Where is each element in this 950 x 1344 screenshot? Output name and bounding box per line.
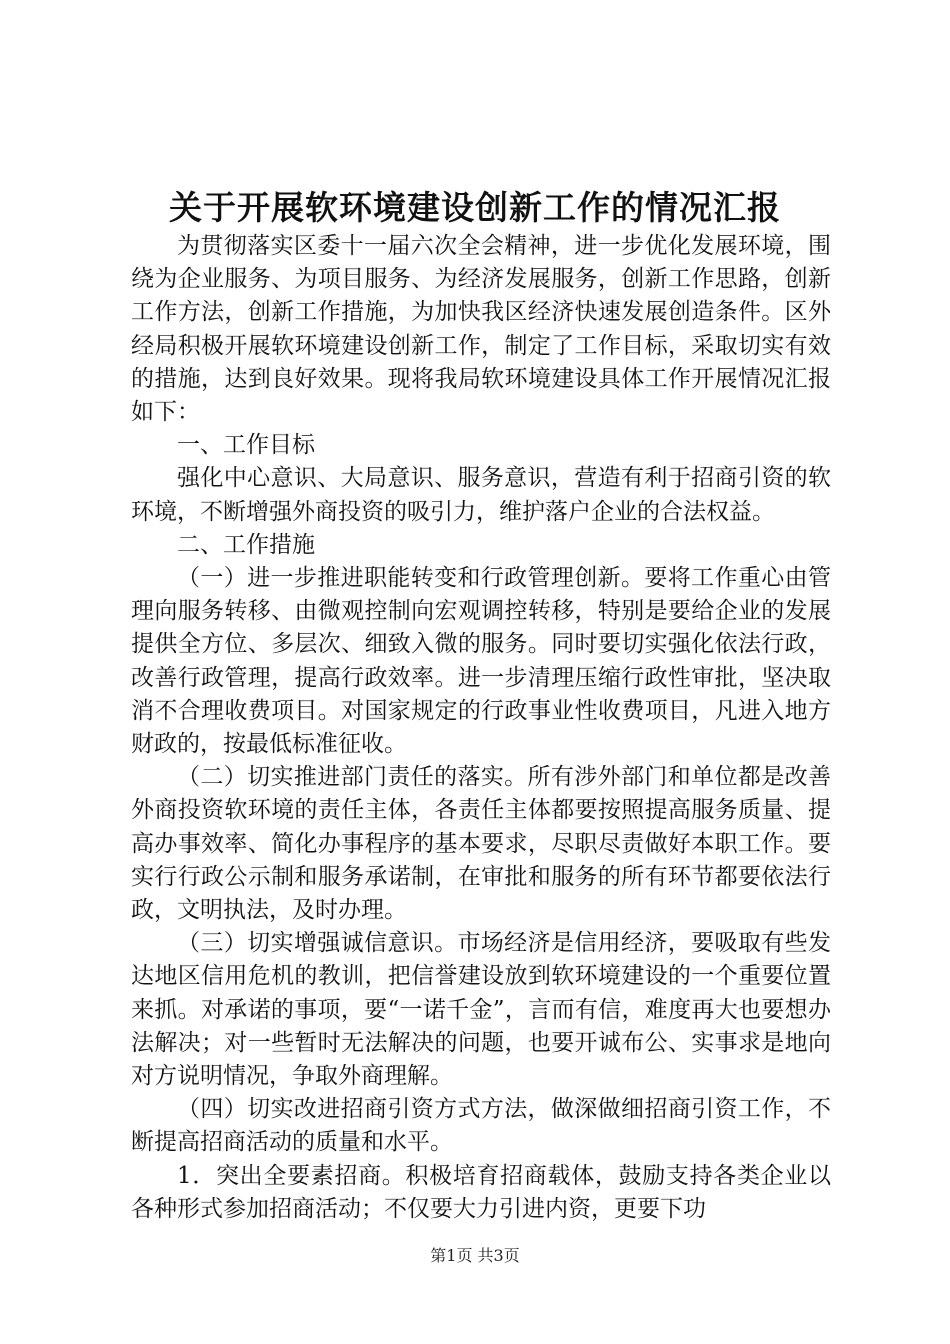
paragraph-measure-2: （二）切实推进部门责任的落实。所有涉外部门和单位都是改善外商投资软环境的责任主体，各责任主体都要按照提高服务质量、提高办事效率、简化办事程序的基本要求，尽职尽责做好本职工作。要实行行政公示制和服务承诺制，在审批和服务的所有环节都要依法行政，文明执法，及时办理。 — [131, 764, 831, 924]
paragraph-goals: 强化中心意识、大局意识、服务意识，营造有利于招商引资的软环境，不断增强外商投资的吸引力，维护落户企业的合法权益。 — [131, 465, 831, 525]
paragraph-measure-1: （一）进一步推进职能转变和行政管理创新。要将工作重心由管理向服务转移、由微观控制向宏观调控转移，特别是要给企业的发展提供全方位、多层次、细致入微的服务。同时要切实强化依法行政，改善行政管理，提高行政效率。进一步清理压缩行政性审批，坚决取消不合理收费项目。对国家规定的行政事业性收费项目，凡进入地方财政的，按最低标准征收。 — [131, 565, 831, 758]
section-heading-measures: 二、工作措施 — [177, 531, 315, 558]
page-number-footer: 第1页 共3页 — [430, 1246, 520, 1265]
section-heading-goals: 一、工作目标 — [177, 432, 315, 459]
document-body — [131, 230, 831, 1226]
paragraph-measure-4: （四）切实改进招商引资方式方法，做深做细招商引资工作，不断提高招商活动的质量和水平。 — [131, 1096, 831, 1156]
paragraph-item-1: 1．突出全要素招商。积极培育招商载体，鼓励支持各类企业以各种形式参加招商活动；不仅要大力引进内资，更要下功 — [131, 1162, 831, 1222]
document-title: 关于开展软环境建设创新工作的情况汇报 — [169, 188, 781, 227]
paragraph-measure-3: （三）切实增强诚信意识。市场经济是信用经济，要吸取有些发达地区信用危机的教训，把信誉建设放到软环境建设的一个重要位置来抓。对承诺的事项，要“一诺千金”，言而有信，难度再大也要想办法解决；对一些暂时无法解决的问题，也要开诚布公、实事求是地向对方说明情况，争取外商理解。 — [131, 930, 831, 1090]
paragraph-intro: 为贯彻落实区委十一届六次全会精神，进一步优化发展环境，围绕为企业服务、为项目服务、为经济发展服务，创新工作思路，创新工作方法，创新工作措施，为加快我区经济快速发展创造条件。区外经局积极开展软环境建设创新工作，制定了工作目标，采取切实有效的措施，达到良好效果。现将我局软环境建设具体工作开展情况汇报如下： — [131, 233, 831, 426]
